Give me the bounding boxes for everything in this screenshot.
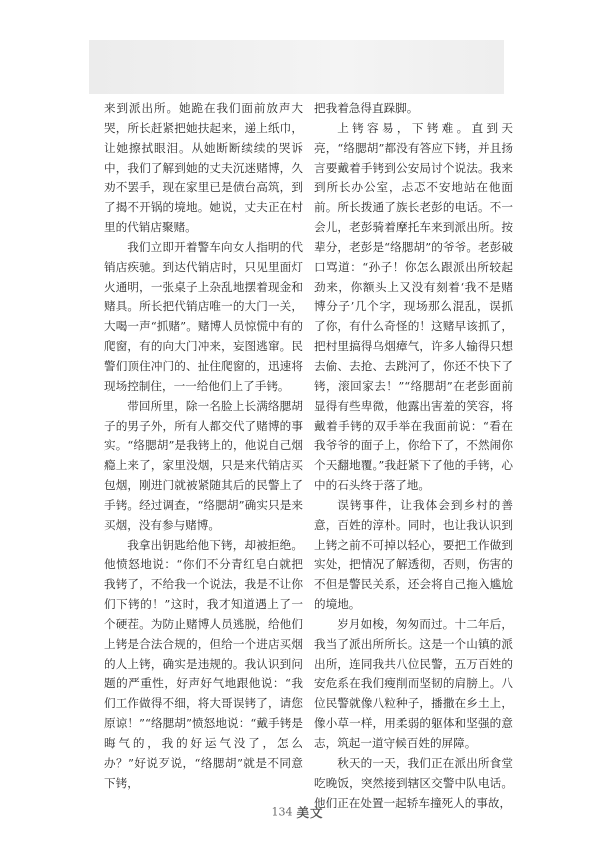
paragraph: 秋天的一天，我们正在派出所食堂吃晚饭，突然接到辖区交警中队电话。他们正在处置一起轿车撞死人的事故， — [314, 755, 513, 810]
header-image-band — [89, 40, 504, 94]
paragraph: 上铐容易，下铐难。直到天亮，“络腮胡”都没有答应下铐，并且扬言要戴着手铐到公安局讨个说法。我来到所长办公室，忐忑不安地站在他面前。所长拨通了族长老彭的电话。不一会儿，老彭骑着摩托车来到派出所。按辈分，老彭是“络腮胡”的爷爷。老彭破口骂道：“孙子！你怎么跟派出所较起劲来，你额头上又没有刻着‘我不是赌博分子’几个字，现场那么混乱，误抓了你，有什么奇怪的！这赌早该抓了，把村里搞得乌烟瘴气，许多人输得只想去偷、去抢、去跳河了，你还不快下了铐，滚回家去！”“络腮胡”在老彭面前显得有些卑微，他露出害羞的笑容，将戴着手铐的双手举在我面前说：“看在我爷爷的面子上，你给下了，不然闹你个天翻地覆。”我赶紧下了他的手铐，心中的石头终于落了地。 — [314, 120, 513, 493]
paragraph: 带回所里，除一名脸上长满络腮胡子的男子外，所有人都交代了赌博的事实。“络腮胡”是我铐上的，他说自己烟瘾上来了，家里没烟，只是来代销店买包烟，刚进门就被紧随其后的民警上了手铐。经过调查，“络腮胡”确实只是来买烟，没有参与赌博。 — [104, 398, 303, 532]
paragraph: 我们立即开着警车向女人指明的代销店疾驰。到达代销店时，只见里面灯火通明，一张桌子上杂乱地摆着现金和赌具。所长把代销店唯一的大门一关，大喝一声“抓赌”。赌博人员惊慌中有的爬窗，有的向大门冲来，妄图逃窜。民警们顶住冲门的、扯住爬窗的，迅速将现场控制住，一一给他们上了手铐。 — [104, 239, 303, 393]
page-number: 134 — [271, 805, 293, 819]
paragraph: 岁月如梭，匆匆而过。十二年后，我当了派出所所长。这是一个山镇的派出所，连同我共八位民警，五万百姓的安危系在我们瘦削而坚韧的肩膀上。八位民警就像八粒种子，播撒在乡土上，像小草一样，用柔弱的躯体和坚强的意志，筑起一道守候百姓的屏障。 — [314, 616, 513, 750]
paragraph: 来到派出所。她跪在我们面前放声大哭，所长赶紧把她扶起来，递上纸巾，让她擦拭眼泪。从她断断续续的哭诉中，我们了解到她的丈夫沉迷赌博，久劝不罢手，现在家里已是债台高筑，到了揭不开锅的境地。她说，丈夫正在村里的代销店聚赌。 — [104, 101, 303, 235]
page-footer — [0, 803, 595, 821]
magazine-logo: 美文 — [296, 805, 324, 820]
paragraph: 我拿出钥匙给他下铐，却被拒绝。他愤怒地说：“你们不分青红皂白就把我铐了，不给我一个说法，我是不让你们下铐的！”这时，我才知道遇上了一个硬茬。为防止赌博人员逃脱，给他们上铐是合法合规的，但给一个进店买烟的人上铐，确实是违规的。我认识到问题的严重性，好声好气地跟他说：“我们工作做得不细，将大哥误铐了，请您原谅！”“络腮胡”愤怒地说：“戴手铐是晦气的，我的好运气没了，怎么办？”好说歹说，“络腮胡”就是不同意下铐， — [104, 537, 303, 790]
paragraph: 把我着急得直跺脚。 — [314, 101, 419, 115]
right-text-column — [314, 99, 513, 813]
left-text-column — [104, 99, 303, 794]
paragraph: 误铐事件，让我体会到乡村的善意，百姓的淳朴。同时，也让我认识到上铐之前不可掉以轻心，要把工作做到实处，把情况了解透彻，否则，伤害的不但是警民关系，还会将自己拖入尴尬的境地。 — [314, 497, 513, 612]
